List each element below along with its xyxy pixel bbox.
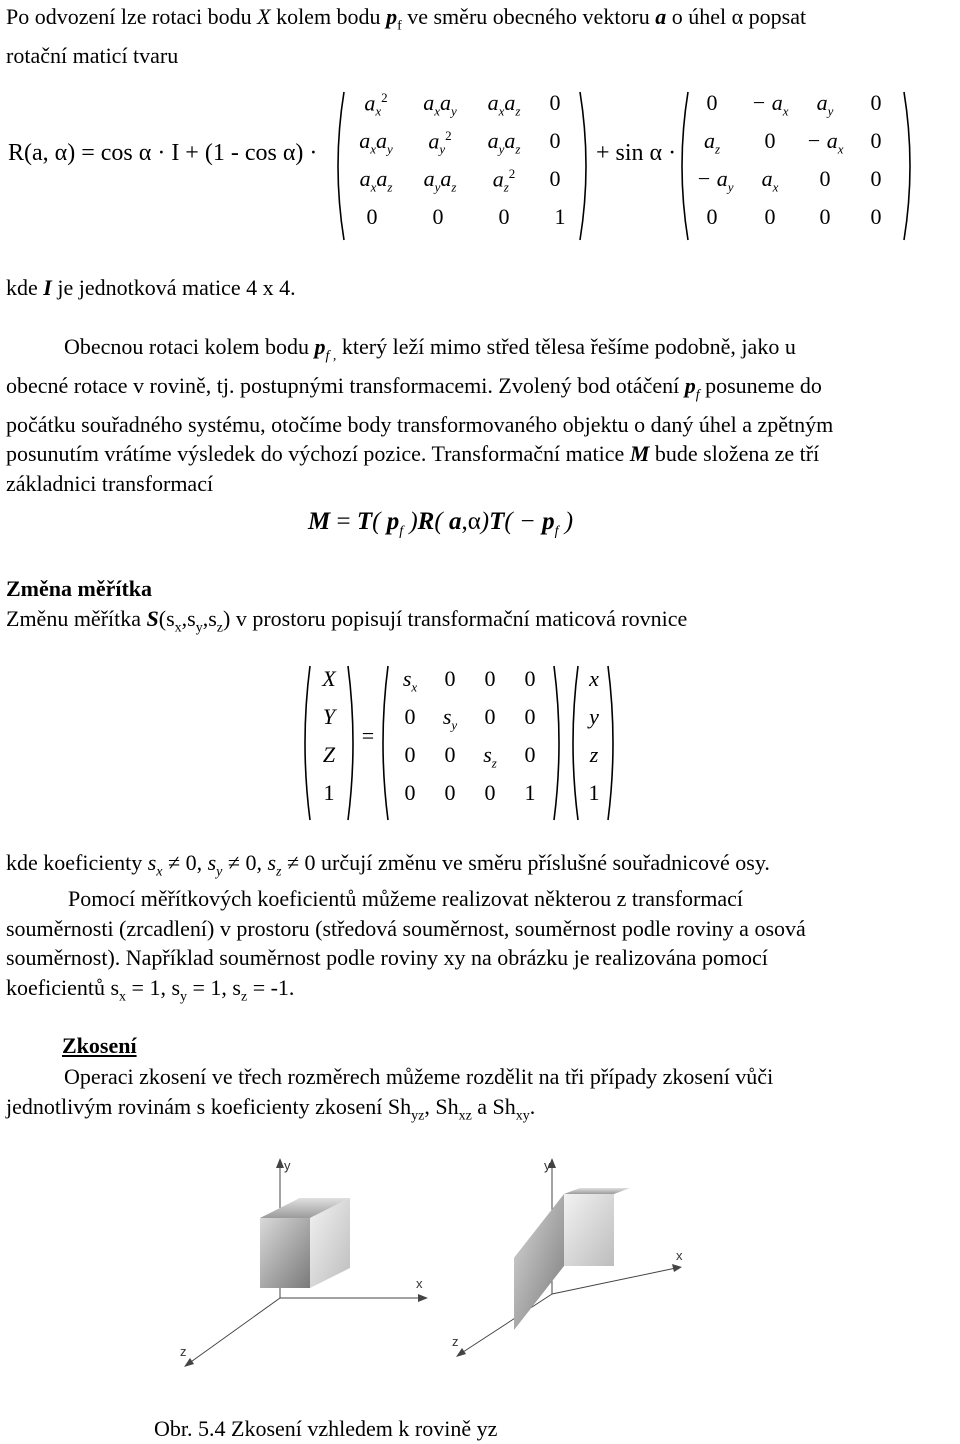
scale-text: Změnu měřítka bbox=[6, 606, 147, 631]
p3-text: = -1. bbox=[247, 974, 295, 1000]
matrix-cell: − $a_x$ bbox=[806, 128, 844, 157]
matrix-cell: 0 bbox=[498, 204, 510, 229]
var-T: T bbox=[489, 508, 505, 535]
alpha: α bbox=[467, 508, 481, 535]
scale-matrix-cell: 0 bbox=[484, 666, 496, 691]
right-axis-y-label: y bbox=[544, 1158, 551, 1173]
var-p: p bbox=[542, 508, 555, 535]
left-axis-x-label: x bbox=[416, 1276, 423, 1291]
matrix-cell: 0 bbox=[366, 204, 378, 229]
sub-xz: xz bbox=[458, 1107, 472, 1123]
matrix-cell: 0 bbox=[764, 204, 776, 229]
matrix-cell: $a_xa_z$ bbox=[487, 90, 521, 119]
identity-text: je jednotková matice 4 x 4. bbox=[51, 275, 296, 300]
sub-xy: xy bbox=[515, 1107, 530, 1123]
general-rotation-paragraph bbox=[6, 332, 954, 498]
p2-text: posunutím vrátíme výsledek do výchozí pozice. Transformační matice bbox=[6, 441, 630, 467]
intro-text: Po odvození lze rotaci bodu bbox=[6, 4, 258, 29]
right-axis-z-label: z bbox=[452, 1334, 459, 1349]
koef-text: určují změnu ve směru příslušné souřadnicové osy. bbox=[315, 850, 770, 875]
sub-z: z bbox=[240, 988, 248, 1004]
koef-text: kde koeficienty bbox=[6, 850, 148, 875]
matrix-cell: 1 bbox=[554, 204, 566, 229]
scale-lhs-cell: X bbox=[322, 666, 336, 691]
scale-rhs-cell: z bbox=[589, 742, 599, 767]
scale-lhs-cell: 1 bbox=[323, 780, 335, 805]
scale-matrix-equation bbox=[300, 660, 620, 826]
sub-x: x bbox=[156, 864, 163, 880]
matrix-cell: 0 bbox=[870, 90, 882, 115]
p3-text: koeficientů s bbox=[6, 974, 120, 1000]
matrix-cell: $a_ya_z$ bbox=[423, 166, 457, 195]
paren: ) bbox=[403, 508, 418, 535]
matrix-cell: $a_xa_y$ bbox=[359, 128, 393, 157]
matrix-cell: $a_xa_y$ bbox=[423, 90, 457, 119]
not-equal: ≠ 0, bbox=[162, 850, 208, 875]
sub-f: f , bbox=[325, 348, 337, 364]
plus-sin bbox=[596, 140, 676, 167]
scale-intro bbox=[6, 604, 954, 643]
matrix-cell: 0 bbox=[549, 166, 561, 191]
scale-lhs-cell: Z bbox=[322, 742, 336, 767]
paren: ( − bbox=[504, 508, 543, 535]
scale-matrix-cell: 0 bbox=[484, 780, 496, 805]
p2-text: počátku souřadného systému, otočíme body transformovaného objektu o daný úhel a zpětným bbox=[6, 411, 834, 437]
matrix-cell: 0 bbox=[870, 128, 882, 153]
sub-y: y bbox=[216, 864, 223, 880]
scale-heading: Změna měřítka bbox=[6, 576, 153, 601]
scale-rhs-cell: y bbox=[589, 704, 599, 729]
p3-text: Pomocí měřítkových koeficientů můžeme realizovat některou z transformací bbox=[68, 886, 744, 911]
shear-illustration bbox=[160, 1148, 720, 1388]
p3-text: = 1, s bbox=[187, 974, 241, 1000]
intro-paragraph bbox=[6, 2, 954, 70]
matrix-cell: $a_x$ bbox=[761, 166, 779, 195]
scale-lhs-cell: Y bbox=[322, 704, 336, 729]
var-p: p bbox=[684, 372, 696, 398]
composite-transform-equation bbox=[308, 508, 573, 540]
right-axis-x-label: x bbox=[676, 1248, 683, 1263]
scale-matrix-cell: 1 bbox=[524, 780, 536, 805]
scale-rhs-cell: x bbox=[589, 666, 599, 691]
p2-text: posuneme do bbox=[699, 372, 822, 398]
scale-matrix-cell: 0 bbox=[404, 704, 416, 729]
sub-yz: yz bbox=[411, 1107, 425, 1123]
scale-matrix-cell: 0 bbox=[444, 666, 456, 691]
sub-f: f bbox=[397, 18, 402, 34]
p3-text: = 1, s bbox=[126, 974, 180, 1000]
scale-matrix-cell: 0 bbox=[444, 742, 456, 767]
left-axis-z-label: z bbox=[180, 1344, 187, 1359]
var-T: T bbox=[356, 508, 373, 535]
matrix-cell: − $a_x$ bbox=[751, 90, 789, 119]
var-a: a bbox=[655, 4, 667, 29]
matrix-cell: 0 bbox=[432, 204, 444, 229]
comma: , bbox=[461, 508, 468, 535]
rotation-lhs-text: R(a, α) = cos α · I + (1 - cos α) · bbox=[8, 140, 318, 166]
scale-matrix-cell: $s_x$ bbox=[402, 666, 418, 695]
var-M: M bbox=[629, 441, 650, 467]
equals: = bbox=[336, 508, 351, 535]
identity-text: kde bbox=[6, 275, 44, 300]
matrix-cell: $a_ya_z$ bbox=[487, 128, 521, 157]
scale-equals: = bbox=[361, 723, 375, 748]
matrix-cell: 0 bbox=[870, 166, 882, 191]
matrix-cell: 0 bbox=[706, 90, 718, 115]
matrix-cell: $a_y$ bbox=[816, 90, 834, 119]
scale-text: ,s bbox=[181, 606, 196, 631]
intro-text: rotační maticí tvaru bbox=[6, 42, 179, 68]
var-s: s bbox=[267, 850, 277, 875]
matrix-cell: 0 bbox=[706, 204, 718, 229]
plus-sin-text: + sin α · bbox=[596, 140, 677, 166]
rotation-matrix-1 bbox=[332, 86, 592, 246]
matrix-cell: 0 bbox=[549, 128, 561, 153]
scale-text: (s bbox=[158, 606, 175, 631]
shear-text: a Sh bbox=[471, 1093, 516, 1119]
matrix-cell: $a_z$ bbox=[703, 128, 721, 157]
var-X: X bbox=[257, 4, 271, 29]
paren: ( bbox=[372, 508, 387, 535]
var-I: I bbox=[43, 275, 52, 300]
sub-y: y bbox=[195, 620, 203, 636]
scale-matrix-cell: 0 bbox=[444, 780, 456, 805]
sub-f: f bbox=[695, 387, 700, 403]
matrix-cell: $a_z^2$ bbox=[492, 166, 516, 195]
var-a: a bbox=[448, 508, 462, 535]
intro-text: o úhel α popsat bbox=[666, 4, 807, 29]
shear-text: . bbox=[529, 1093, 536, 1119]
scale-matrix-cell: 0 bbox=[484, 704, 496, 729]
shear-text: jednotlivým rovinám s koeficienty zkosení Sh bbox=[6, 1093, 412, 1119]
paren: ) bbox=[480, 508, 490, 535]
matrix-cell: $a_x^2$ bbox=[364, 90, 388, 119]
p3-text: souměrnost). Například souměrnost podle roviny xy na obrázku je realizována pomocí bbox=[6, 945, 768, 970]
cube bbox=[260, 1198, 350, 1288]
matrix-cell: 0 bbox=[764, 128, 776, 153]
scale-text: ) v prostoru popisují transformační maticová rovnice bbox=[223, 606, 688, 631]
scale-matrix-cell: 0 bbox=[524, 704, 536, 729]
scale-matrix-cell: 0 bbox=[404, 780, 416, 805]
sub-z: z bbox=[216, 620, 223, 636]
shear-text: Operaci zkosení ve třech rozměrech můžeme rozdělit na tři případy zkosení vůči bbox=[64, 1064, 774, 1089]
p2-text: který leží mimo střed tělesa řešíme podobně, jako u bbox=[336, 334, 796, 359]
scale-text: ,s bbox=[202, 606, 217, 631]
scale-matrix-cell: $s_y$ bbox=[442, 704, 458, 733]
sub-y: y bbox=[180, 988, 187, 1004]
shear-text: , Sh bbox=[424, 1093, 459, 1119]
sub-x: x bbox=[174, 620, 182, 636]
p3-text: souměrnosti (zrcadlení) v prostoru (středová souměrnost, souměrnost podle roviny a osová bbox=[6, 915, 806, 941]
var-p: p bbox=[386, 4, 398, 29]
paren: ) bbox=[558, 508, 574, 535]
rotation-matrix-2 bbox=[676, 86, 916, 246]
var-M: M bbox=[308, 508, 331, 535]
var-s: s bbox=[207, 850, 217, 875]
symmetry-paragraph bbox=[6, 884, 954, 1011]
p2-text: základnici transformací bbox=[6, 470, 214, 496]
scale-rhs-cell: 1 bbox=[588, 780, 600, 805]
identity-note bbox=[6, 273, 954, 303]
var-p: p bbox=[314, 334, 326, 359]
scale-coefficients-note bbox=[6, 848, 954, 887]
sub-f: f bbox=[554, 524, 559, 539]
shear-heading: Zkosení bbox=[62, 1033, 137, 1058]
matrix-cell: $a_xa_z$ bbox=[359, 166, 393, 195]
sheared-block bbox=[514, 1188, 630, 1338]
matrix-cell: 0 bbox=[819, 204, 831, 229]
scale-matrix-cell: 0 bbox=[524, 742, 536, 767]
scale-matrix-cell: 0 bbox=[524, 666, 536, 691]
shear-paragraph bbox=[6, 1062, 954, 1130]
var-S: S bbox=[146, 606, 159, 631]
sub-x: x bbox=[119, 988, 127, 1004]
left-axis-y-label: y bbox=[284, 1158, 291, 1173]
scale-matrix-cell: $s_z$ bbox=[483, 742, 497, 771]
var-R: R bbox=[417, 508, 435, 535]
var-p: p bbox=[386, 508, 400, 535]
intro-text: kolem bodu bbox=[270, 4, 387, 29]
rotation-lhs bbox=[8, 140, 317, 167]
scale-matrix-cell: 0 bbox=[404, 742, 416, 767]
p2-text: bude složena ze tří bbox=[649, 441, 820, 467]
var-s: s bbox=[147, 850, 157, 875]
p2-text: Obecnou rotaci kolem bodu bbox=[64, 334, 315, 359]
not-equal: ≠ 0, bbox=[222, 850, 268, 875]
not-equal: ≠ 0 bbox=[281, 850, 316, 875]
matrix-cell: $a_y^2$ bbox=[428, 128, 452, 157]
intro-text: ve směru obecného vektoru bbox=[401, 4, 656, 29]
sub-z: z bbox=[276, 864, 282, 880]
p2-text: obecné rotace v rovině, tj. postupnými transformacemi. Zvolený bod otáčení bbox=[6, 372, 685, 398]
matrix-cell: 0 bbox=[549, 90, 561, 115]
matrix-cell: − $a_y$ bbox=[696, 166, 734, 195]
paren: ( bbox=[434, 508, 449, 535]
shear-figure bbox=[160, 1148, 720, 1388]
matrix-cell: 0 bbox=[819, 166, 831, 191]
matrix-cell: 0 bbox=[870, 204, 882, 229]
sub-f: f bbox=[399, 524, 404, 539]
figure-caption: Obr. 5.4 Zkosení vzhledem k rovině yz bbox=[154, 1416, 498, 1441]
